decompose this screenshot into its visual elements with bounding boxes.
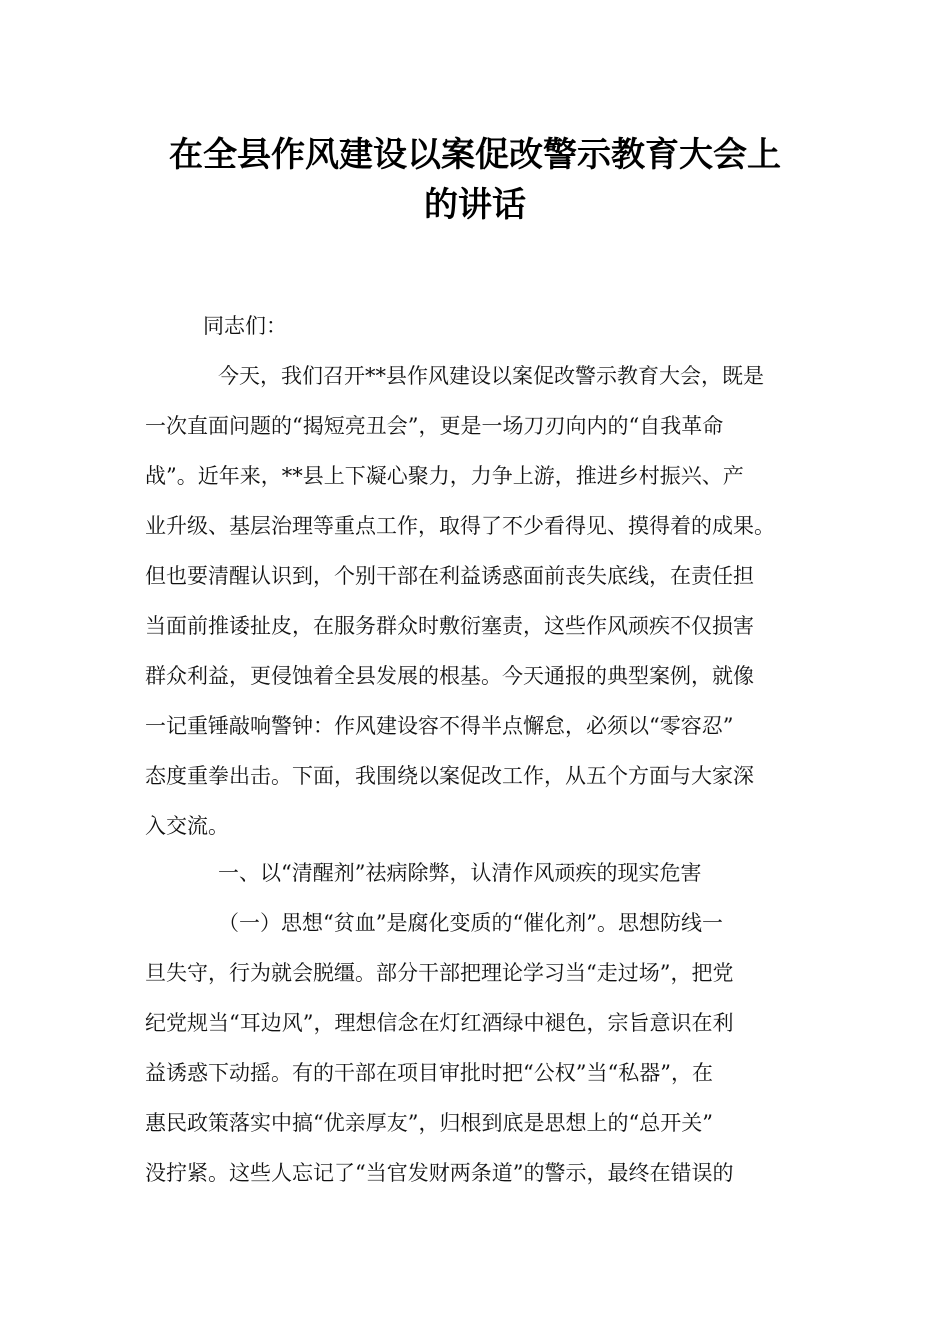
body-line-7: 群众利益，更侵蚀着全县发展的根基。今天通报的典型案例，就像 — [145, 664, 754, 688]
body-line-15: 惠民政策落实中搞“优亲厚友”，归根到底是思想上的“总开关” — [145, 1111, 713, 1135]
body-line-8: 一记重锤敲响警钟：作风建设容不得半点懈怠，必须以“零容忍” — [145, 714, 734, 738]
document-title-line-2: 的讲话 — [424, 185, 526, 225]
body-line-4: 业升级、基层治理等重点工作，取得了不少看得见、摸得着的成果。 — [145, 514, 775, 538]
body-line-16: 没拧紧。这些人忘记了“当官发财两条道”的警示，最终在错误的 — [145, 1161, 734, 1185]
body-line-2: 一次直面问题的“揭短亮丑会”，更是一场刀刃向内的“自我革命 — [145, 414, 724, 438]
salutation: 同志们： — [203, 314, 287, 338]
body-line-14: 益诱惑下动摇。有的干部在项目审批时把“公权”当“私器”，在 — [145, 1061, 713, 1085]
body-line-1: 今天，我们召开**县作风建设以案促改警示教育大会，既是 — [218, 364, 764, 388]
section-heading-1: 一、以“清醒剂”祛病除弊，认清作风顽疾的现实危害 — [218, 861, 702, 885]
body-line-11: （一）思想“贫血”是腐化变质的“催化剂”。思想防线一 — [218, 911, 723, 935]
body-line-5: 但也要清醒认识到，个别干部在利益诱惑面前丧失底线，在责任担 — [145, 564, 754, 588]
body-line-12: 旦失守，行为就会脱缰。部分干部把理论学习当“走过场”，把党 — [145, 961, 734, 985]
body-line-10: 入交流。 — [145, 814, 229, 838]
body-line-9: 态度重拳出击。下面，我围绕以案促改工作，从五个方面与大家深 — [145, 764, 754, 788]
body-line-3: 战”。近年来，**县上下凝心聚力，力争上游，推进乡村振兴、产 — [145, 464, 744, 488]
body-line-6: 当面前推诿扯皮，在服务群众时敷衍塞责，这些作风顽疾不仅损害 — [145, 614, 754, 638]
document-title-line-1: 在全县作风建设以案促改警示教育大会上 — [169, 135, 781, 175]
body-line-13: 纪党规当“耳边风”，理想信念在灯红酒绿中褪色，宗旨意识在利 — [145, 1011, 734, 1035]
